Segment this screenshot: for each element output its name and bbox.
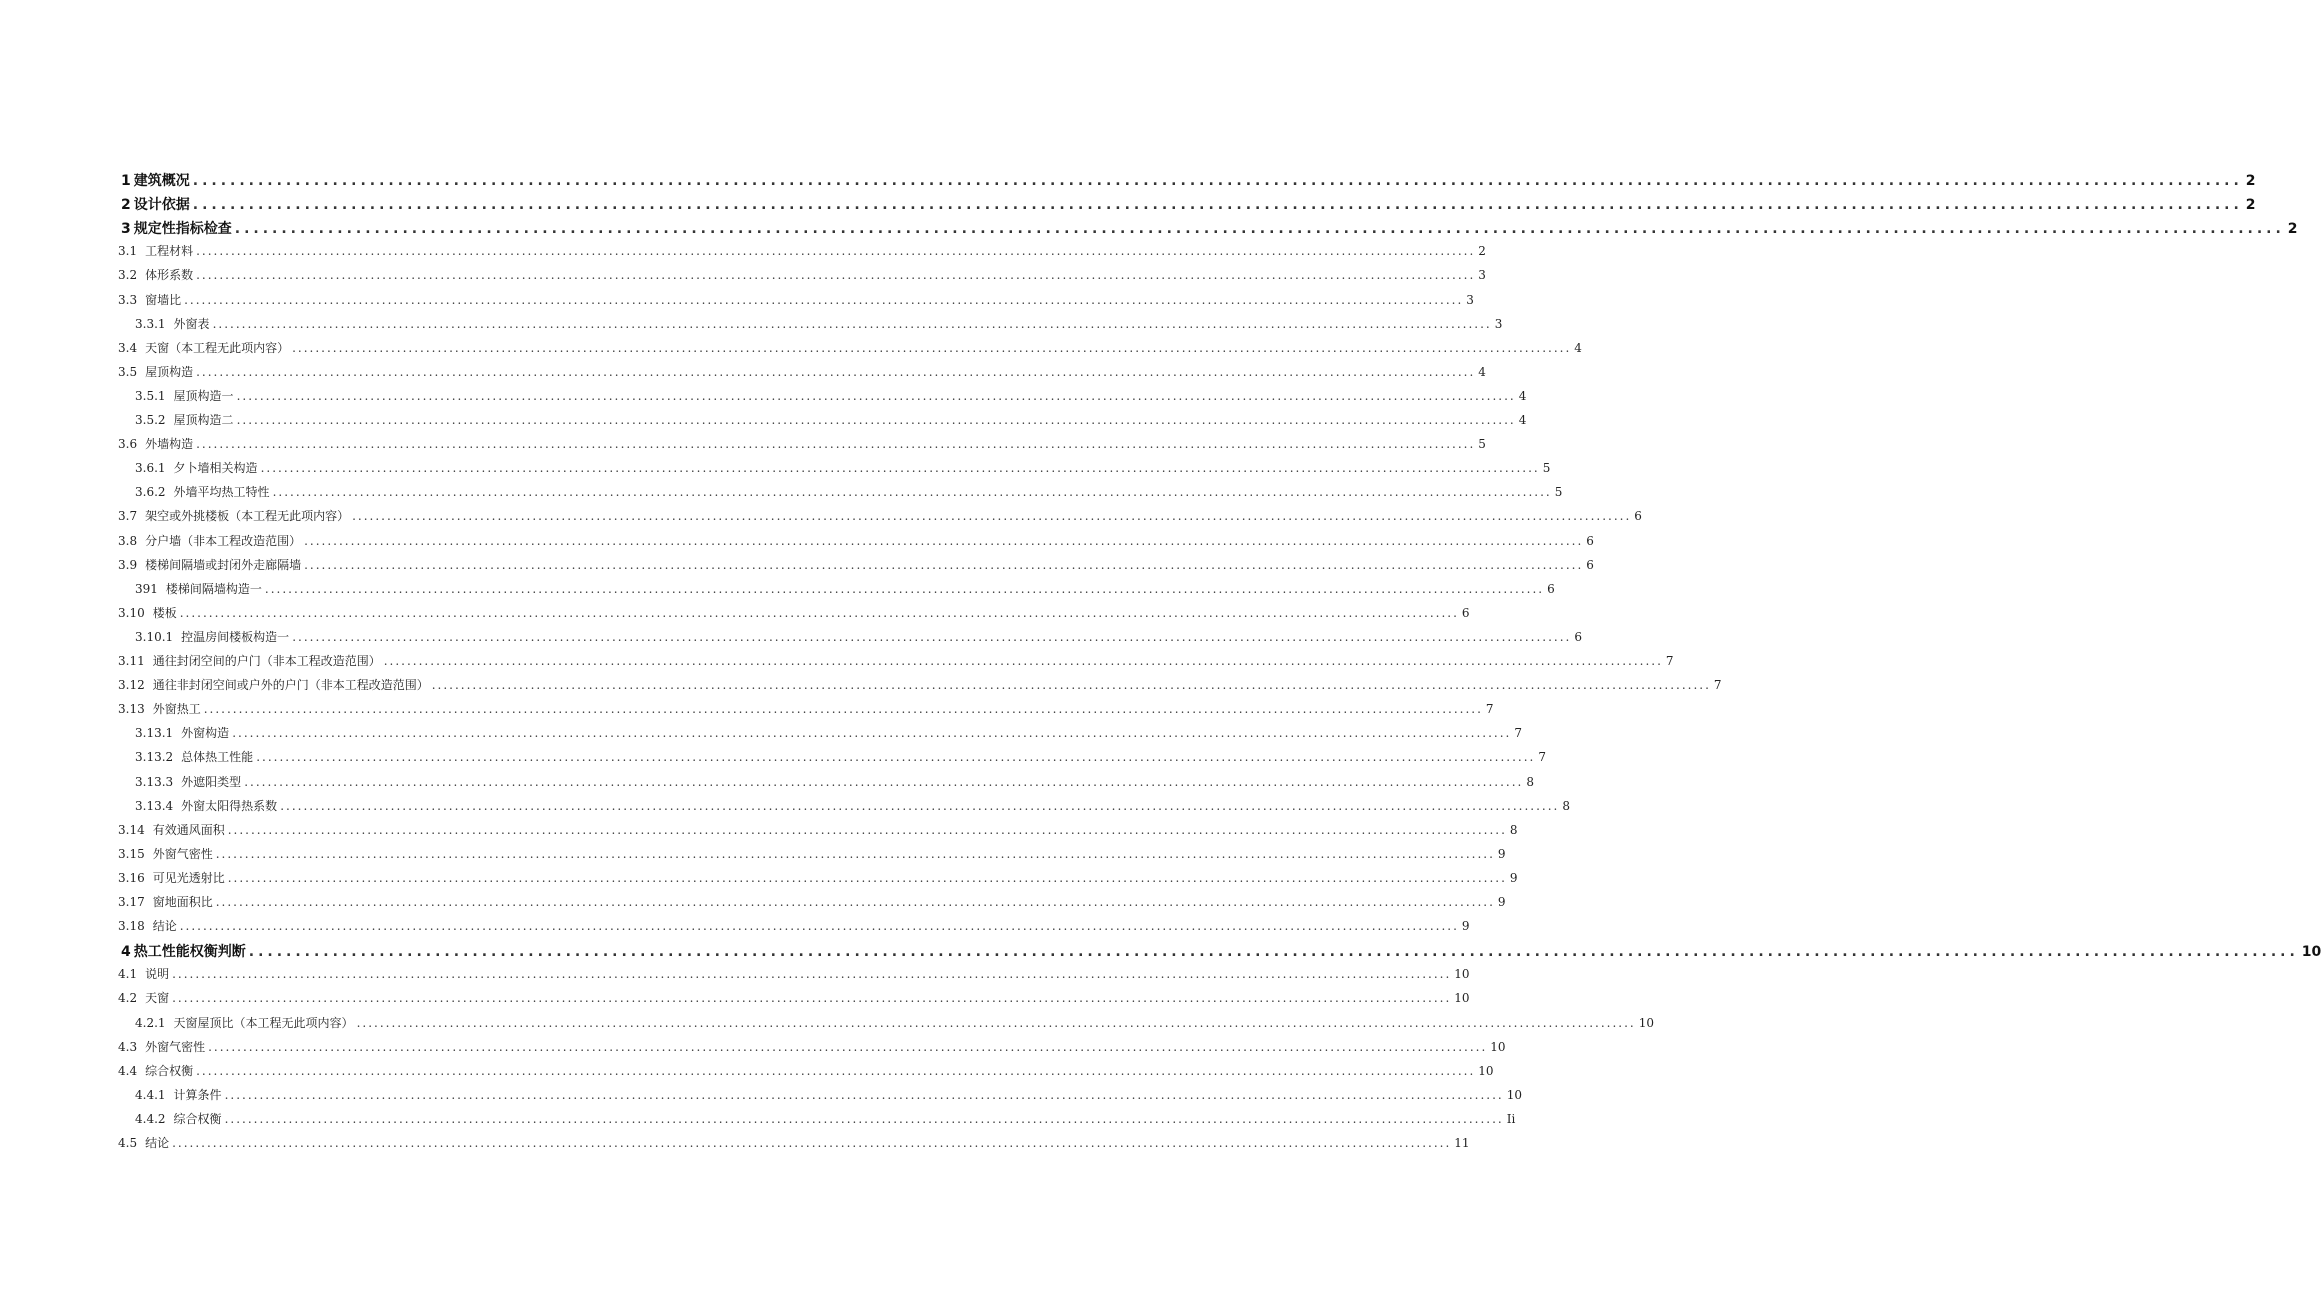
- toc-entry-title: 屋顶构造: [145, 364, 194, 379]
- toc-entry[interactable]: [118, 1038, 1506, 1055]
- toc-entry-title: 楼梯间隔墙构造一: [165, 581, 262, 596]
- toc-entry-number: 391: [135, 581, 158, 596]
- toc-entry-number: 4.4.2: [135, 1111, 166, 1126]
- toc-entry[interactable]: [135, 1086, 1523, 1103]
- toc-entry-title: 计算条件: [173, 1087, 222, 1102]
- toc-dot-leader: ............................................................................................................................................................................................................................: [304, 533, 1584, 548]
- toc-entry-title: 建筑概况: [133, 173, 190, 189]
- toc-entry-page: 7: [1485, 702, 1494, 717]
- toc-entry[interactable]: [118, 604, 1470, 621]
- toc-entry[interactable]: [118, 965, 1470, 982]
- toc-dot-leader: ............................................................................................................................................................................................................................: [196, 244, 1476, 259]
- toc-entry[interactable]: [135, 1014, 1655, 1031]
- toc-entry[interactable]: [135, 483, 1563, 500]
- toc-entry[interactable]: [118, 869, 1518, 886]
- toc-entry-title: 分户墙（非本工程改造范围）: [145, 533, 302, 548]
- toc-entry-number: 4.5: [118, 1136, 138, 1150]
- toc-dot-leader: ............................................................................................................................................................................................................................: [227, 822, 1507, 837]
- toc-entry[interactable]: [135, 797, 1571, 814]
- toc-entry-number: 3.1: [118, 244, 138, 259]
- toc-dot-leader: ............................................................................................................................................................................................................................: [236, 413, 1516, 427]
- toc-entry-page: 6: [1586, 557, 1594, 572]
- toc-entry[interactable]: [118, 893, 1506, 910]
- toc-dot-leader: ............................................................................................................................................................................................................................: [196, 268, 1476, 283]
- toc-entry-page: 9: [1509, 870, 1518, 885]
- toc-entry-title: 设计依据: [133, 197, 190, 214]
- toc-entry[interactable]: [135, 748, 1547, 765]
- toc-entry-number: 3.9: [118, 557, 138, 572]
- toc-dot-leader: ............................................................................................................................................................................................................................: [192, 197, 2243, 214]
- toc-entry[interactable]: [118, 556, 1594, 573]
- toc-dot-leader: ............................................................................................................................................................................................................................: [256, 750, 1536, 765]
- toc-entry-page: 5: [1542, 461, 1551, 476]
- toc-entry-title: 结论: [145, 1136, 170, 1150]
- toc-entry-page: 4: [1518, 413, 1527, 427]
- toc-dot-leader: ............................................................................................................................................................................................................................: [236, 388, 1516, 403]
- toc-entry[interactable]: [135, 315, 1503, 332]
- toc-entry[interactable]: [118, 821, 1518, 838]
- toc-entry-page: 5: [1554, 485, 1563, 500]
- toc-entry[interactable]: [118, 1134, 1470, 1151]
- toc-entry-title: 屋顶构造二: [173, 413, 234, 427]
- toc-entry-page: 10: [1490, 1039, 1506, 1054]
- toc-entry[interactable]: [135, 411, 1527, 428]
- toc-entry-page: 7: [1665, 654, 1674, 668]
- toc-entry[interactable]: [118, 266, 1486, 283]
- toc-entry-page: 9: [1497, 846, 1506, 861]
- toc-entry-number: 4: [121, 944, 131, 961]
- toc-entry[interactable]: [118, 989, 1470, 1006]
- toc-entry-page: 5: [1478, 437, 1486, 452]
- toc-entry-number: 4.1: [118, 967, 138, 982]
- toc-entry-title: 天窗屋顶比（本工程无此项内容）: [173, 1015, 354, 1030]
- toc-entry[interactable]: [135, 724, 1523, 741]
- toc-entry-number: 3: [121, 221, 131, 238]
- toc-entry[interactable]: [118, 700, 1494, 717]
- toc-entry-title: 外墙构造: [145, 437, 194, 452]
- toc-entry-title: 夕卜墙相关构造: [173, 461, 258, 476]
- toc-dot-leader: ............................................................................................................................................................................................................................: [234, 221, 2285, 238]
- toc-entry-number: 2: [121, 197, 131, 214]
- toc-entry-title: 说明: [145, 967, 170, 982]
- toc-entry-page: 8: [1509, 822, 1518, 837]
- toc-entry-number: 4.4: [118, 1063, 138, 1078]
- toc-entry[interactable]: [118, 676, 1722, 693]
- toc-entry-title: 总体热工性能: [181, 750, 254, 765]
- toc-entry-title: 天窗: [145, 991, 170, 1006]
- toc-entry-number: 3.3: [118, 292, 138, 307]
- toc-dot-leader: ............................................................................................................................................................................................................................: [212, 316, 1492, 331]
- toc-entry-title: 通往封闭空间的户门（非本工程改造范围）: [152, 654, 381, 668]
- toc-entry-page: 8: [1526, 774, 1535, 789]
- toc-dot-leader: ............................................................................................................................................................................................................................: [179, 919, 1459, 934]
- toc-dot-leader: ............................................................................................................................................................................................................................: [356, 1015, 1636, 1030]
- toc-entry-page: 10: [2301, 944, 2321, 961]
- toc-entry-number: 3.11: [118, 654, 145, 668]
- toc-entry-number: 3.10.1: [135, 629, 174, 644]
- toc-entry-page: 11: [1454, 1136, 1470, 1150]
- toc-entry-number: 3.16: [118, 870, 145, 885]
- toc-entry-page: 10: [1638, 1015, 1655, 1030]
- toc-entry[interactable]: [118, 339, 1582, 356]
- toc-entry-page: 7: [1514, 726, 1523, 741]
- toc-entry-number: 3.4: [118, 340, 138, 355]
- toc-entry-title: 结论: [152, 919, 177, 934]
- toc-entry-page: 2: [2245, 197, 2256, 214]
- toc-entry[interactable]: [135, 628, 1583, 645]
- toc-dot-leader: ............................................................................................................................................................................................................................: [227, 870, 1507, 885]
- toc-entry-page: 9: [1497, 895, 1506, 909]
- toc-entry-number: 3.12: [118, 678, 145, 693]
- toc-entry-number: 3.18: [118, 919, 145, 934]
- toc-dot-leader: ............................................................................................................................................................................................................................: [264, 581, 1545, 596]
- toc-entry-title: 外窗气密性: [152, 846, 213, 861]
- toc-entry[interactable]: [118, 507, 1642, 524]
- toc-dot-leader: ............................................................................................................................................................................................................................: [196, 364, 1476, 379]
- toc-entry[interactable]: [118, 845, 1506, 862]
- toc-entry-number: 3.2: [118, 268, 138, 283]
- toc-entry[interactable]: [121, 194, 2256, 214]
- toc-entry-number: 1: [121, 173, 131, 189]
- toc-entry-number: 3.14: [118, 822, 145, 837]
- toc-entry-title: 窗地面积比: [152, 895, 213, 909]
- toc-entry-number: 3.17: [118, 895, 145, 909]
- toc-entry-page: 9: [1461, 919, 1470, 934]
- toc-entry[interactable]: [118, 652, 1674, 669]
- toc-entry-page: 4: [1574, 340, 1582, 355]
- toc-entry[interactable]: [118, 1062, 1494, 1079]
- toc-entry-title: 通往非封闭空间或户外的户门（非本工程改造范围）: [152, 678, 429, 693]
- toc-entry-page: 7: [1538, 750, 1547, 765]
- toc-dot-leader: ............................................................................................................................................................................................................................: [272, 485, 1552, 500]
- toc-entry-page: Ii: [1506, 1111, 1516, 1126]
- toc-entry-page: 8: [1562, 798, 1571, 813]
- toc-entry-title: 外窗太阳得热系数: [181, 798, 278, 813]
- toc-entry-title: 综合权衡: [145, 1063, 194, 1078]
- toc-entry-number: 3.6: [118, 437, 138, 452]
- toc-dot-leader: ............................................................................................................................................................................................................................: [280, 798, 1560, 813]
- toc-dot-leader: ............................................................................................................................................................................................................................: [292, 340, 1572, 355]
- toc-entry[interactable]: [118, 242, 1486, 259]
- toc-entry-page: 3: [1494, 316, 1503, 331]
- toc-entry-number: 3.5.1: [135, 388, 166, 403]
- toc-entry[interactable]: [121, 941, 2321, 961]
- toc-entry-title: 外墙平均热工特性: [173, 485, 270, 500]
- toc-entry-number: 3.5.2: [135, 413, 166, 427]
- toc-entry-page: 6: [1461, 605, 1470, 620]
- toc-entry-title: 综合权衡: [173, 1111, 222, 1126]
- toc-entry-page: 2: [1478, 244, 1486, 259]
- toc-entry-number: 3.8: [118, 533, 138, 548]
- toc-dot-leader: ............................................................................................................................................................................................................................: [208, 1039, 1488, 1054]
- toc-entry-number: 3.13.2: [135, 750, 174, 765]
- toc-entry-number: 3.6.2: [135, 485, 166, 500]
- toc-entry-title: 天窗（本工程无此项内容）: [145, 340, 290, 355]
- toc-dot-leader: ............................................................................................................................................................................................................................: [431, 678, 1711, 693]
- toc-entry-number: 4.3: [118, 1039, 138, 1054]
- toc-dot-leader: ............................................................................................................................................................................................................................: [172, 991, 1452, 1006]
- toc-entry-page: 10: [1478, 1063, 1494, 1078]
- toc-entry-title: 热工性能权衡判断: [133, 944, 246, 961]
- toc-entry-page: 6: [1574, 629, 1583, 644]
- toc-entry-number: 3.13: [118, 702, 145, 717]
- toc-entry-title: 屋顶构造一: [173, 388, 234, 403]
- toc-entry-title: 外窗气密性: [145, 1039, 206, 1054]
- toc-entry[interactable]: [135, 1110, 1516, 1127]
- toc-entry-number: 3.15: [118, 846, 145, 861]
- toc-entry-title: 外窗构造: [181, 726, 230, 741]
- toc-entry-title: 楼板: [152, 605, 177, 620]
- toc-entry-page: 2: [2287, 221, 2298, 238]
- toc-dot-leader: ............................................................................................................................................................................................................................: [172, 967, 1452, 982]
- toc-entry-page: 3: [1478, 268, 1486, 283]
- toc-dot-leader: ............................................................................................................................................................................................................................: [215, 895, 1495, 909]
- toc-entry-page: 4: [1518, 388, 1527, 403]
- toc-entry-number: 3.7: [118, 509, 138, 524]
- toc-dot-leader: ............................................................................................................................................................................................................................: [232, 726, 1512, 741]
- toc-entry-title: 有效通风面积: [152, 822, 225, 837]
- toc-entry-title: 工程材料: [145, 244, 194, 259]
- toc-entry[interactable]: [118, 291, 1474, 308]
- toc-entry-title: 窗墙比: [145, 292, 182, 307]
- toc-dot-leader: ............................................................................................................................................................................................................................: [196, 437, 1476, 452]
- toc-entry-page: 10: [1454, 991, 1470, 1006]
- toc-entry-page: 2: [2245, 173, 2256, 189]
- toc-entry[interactable]: [118, 532, 1594, 549]
- toc-entry-title: 外窗表: [173, 316, 210, 331]
- toc-entry-title: 外窗热工: [152, 702, 201, 717]
- toc-dot-leader: ............................................................................................................................................................................................................................: [224, 1111, 1504, 1126]
- toc-entry-page: 6: [1634, 509, 1642, 524]
- toc-entry-number: 3.5: [118, 364, 138, 379]
- toc-entry[interactable]: [118, 917, 1470, 934]
- toc-entry-title: 楼梯间隔墙或封闭外走廊隔墙: [145, 557, 302, 572]
- toc-dot-leader: ............................................................................................................................................................................................................................: [184, 292, 1464, 307]
- toc-entry-title: 控温房间楼板构造一: [181, 629, 290, 644]
- toc-entry-page: 10: [1506, 1087, 1523, 1102]
- toc-dot-leader: ............................................................................................................................................................................................................................: [260, 461, 1540, 476]
- toc-entry-number: 3.3.1: [135, 316, 166, 331]
- toc-entry-number: 3.13.1: [135, 726, 174, 741]
- toc-dot-leader: ............................................................................................................................................................................................................................: [383, 654, 1663, 668]
- toc-entry[interactable]: [135, 773, 1535, 790]
- toc-dot-leader: ............................................................................................................................................................................................................................: [352, 509, 1632, 524]
- toc-entry-page: 4: [1478, 364, 1486, 379]
- toc-entry[interactable]: [135, 580, 1555, 597]
- toc-entry-page: 3: [1466, 292, 1474, 307]
- toc-dot-leader: ............................................................................................................................................................................................................................: [304, 557, 1584, 572]
- toc-entry-number: 4.4.1: [135, 1087, 166, 1102]
- toc-entry-number: 3.10: [118, 605, 145, 620]
- toc-dot-leader: ............................................................................................................................................................................................................................: [244, 774, 1524, 789]
- toc-entry-page: 6: [1586, 533, 1594, 548]
- toc-dot-leader: ............................................................................................................................................................................................................................: [179, 605, 1459, 620]
- toc-entry-page: 7: [1713, 678, 1722, 693]
- toc-dot-leader: ............................................................................................................................................................................................................................: [224, 1087, 1504, 1102]
- toc-dot-leader: ............................................................................................................................................................................................................................: [292, 629, 1572, 644]
- toc-dot-leader: ............................................................................................................................................................................................................................: [192, 173, 2243, 189]
- toc-entry[interactable]: [135, 459, 1551, 476]
- toc-entry-title: 架空或外挑楼板（本工程无此项内容）: [145, 509, 350, 524]
- toc-entry-number: 3.13.3: [135, 774, 174, 789]
- toc-dot-leader: ............................................................................................................................................................................................................................: [215, 846, 1495, 861]
- toc-dot-leader: ............................................................................................................................................................................................................................: [248, 944, 2299, 961]
- toc-entry[interactable]: [118, 363, 1486, 380]
- toc-dot-leader: ............................................................................................................................................................................................................................: [203, 702, 1483, 717]
- toc-entry[interactable]: [118, 435, 1486, 452]
- toc-entry-number: 3.6.1: [135, 461, 166, 476]
- toc-entry-title: 规定性指标检查: [133, 221, 232, 238]
- toc-dot-leader: ............................................................................................................................................................................................................................: [172, 1136, 1452, 1150]
- toc-entry-page: 6: [1547, 581, 1555, 596]
- toc-entry-title: 体形系数: [145, 268, 194, 283]
- toc-entry-title: 外遮阳类型: [181, 774, 242, 789]
- toc-entry-page: 10: [1454, 967, 1470, 982]
- toc-entry[interactable]: [135, 387, 1527, 404]
- toc-entry-number: 4.2.1: [135, 1015, 166, 1030]
- toc-entry-number: 3.13.4: [135, 798, 174, 813]
- toc-dot-leader: ............................................................................................................................................................................................................................: [196, 1063, 1476, 1078]
- toc-entry-title: 可见光透射比: [152, 870, 225, 885]
- toc-entry[interactable]: [121, 170, 2256, 190]
- toc-entry[interactable]: [121, 218, 2298, 238]
- toc-entry-number: 4.2: [118, 991, 138, 1006]
